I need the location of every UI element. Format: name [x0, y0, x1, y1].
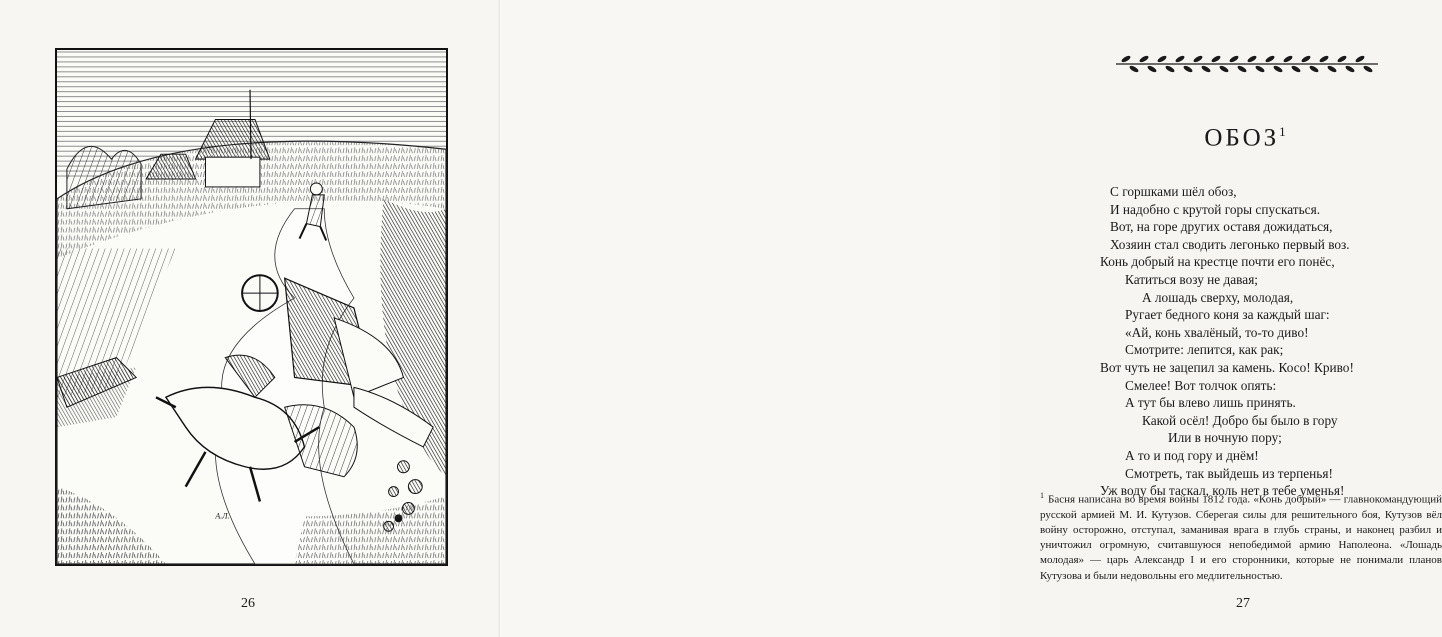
footnote [1040, 488, 1442, 584]
illustration [55, 48, 448, 566]
poem-line: С горшками шёл обоз, [1110, 184, 1237, 199]
poem-line: Катиться возу не давая; [1125, 271, 1259, 287]
artist-signature: А.Л. [215, 511, 230, 521]
poem-line: Какой осёл! Добро бы было в гору [1142, 412, 1338, 428]
footnote-text: Басня написана во время войны 1812 года. «Конь добрый» — главнокомандующий русской армией М. И. Кутузов. Сберегая силы для решительного боя, Кутузов вёл войну осторожно, отступал, заманивая врага в глубь страны, и наконец разбил и уничтожил огромную, считавшуюся непобедимой армию Наполеона. «Лошадь молодая» — царь Александр I и его сторонники, которые не понимали планов Кутузова и были недовольны его медлительностью. [1040, 493, 1442, 582]
laurel-vine-ornament-icon [1112, 52, 1382, 76]
poem-title-text: ОБОЗ [1204, 124, 1280, 152]
poem-line: Уж воду бы таскал, коль нет в тебе уменья! [1100, 483, 1345, 499]
poem-line: А лошадь сверху, молодая, [1142, 289, 1294, 305]
poem-line: Смотрите: лепится, как рак; [1125, 342, 1284, 358]
poem-line: И надобно с крутой горы спускаться. [1110, 201, 1321, 217]
poem-line: Ругает бедного коня за каждый шаг: [1125, 307, 1330, 323]
poem-line: Хозяин стал сводить легонько первый воз. [1110, 236, 1350, 252]
poem-line: Конь добрый на крестце почти его понёс, [1100, 254, 1335, 270]
left-page [0, 0, 500, 637]
overturned-cart-illustration [57, 50, 446, 564]
poem-line: А тут бы влево лишь принять. [1125, 395, 1296, 411]
title-footnote-mark: 1 [1279, 124, 1286, 139]
poem-title [1100, 124, 1390, 152]
poem-line: Вот чуть не зацепил за камень. Косо! Криво! [1100, 359, 1354, 375]
poem-line: Смотреть, так выйдешь из терпенья! [1125, 465, 1333, 481]
page-number-right: 27 [1236, 596, 1250, 611]
poem-line: Смелее! Вот толчок опять: [1125, 377, 1277, 393]
poem-line: Вот, на горе других оставя дожидаться, [1110, 219, 1333, 235]
poem-line: «Ай, конь хвалёный, то-то диво! [1125, 324, 1309, 340]
poem-body [1100, 183, 1400, 500]
poem-line: А то и под гору и днём! [1125, 447, 1259, 463]
right-page [500, 0, 1442, 637]
poem-line: Или в ночную пору; [1168, 430, 1282, 446]
page-number-left: 26 [241, 596, 255, 611]
footnote-mark: 1 [1040, 491, 1044, 500]
trees [67, 146, 141, 208]
